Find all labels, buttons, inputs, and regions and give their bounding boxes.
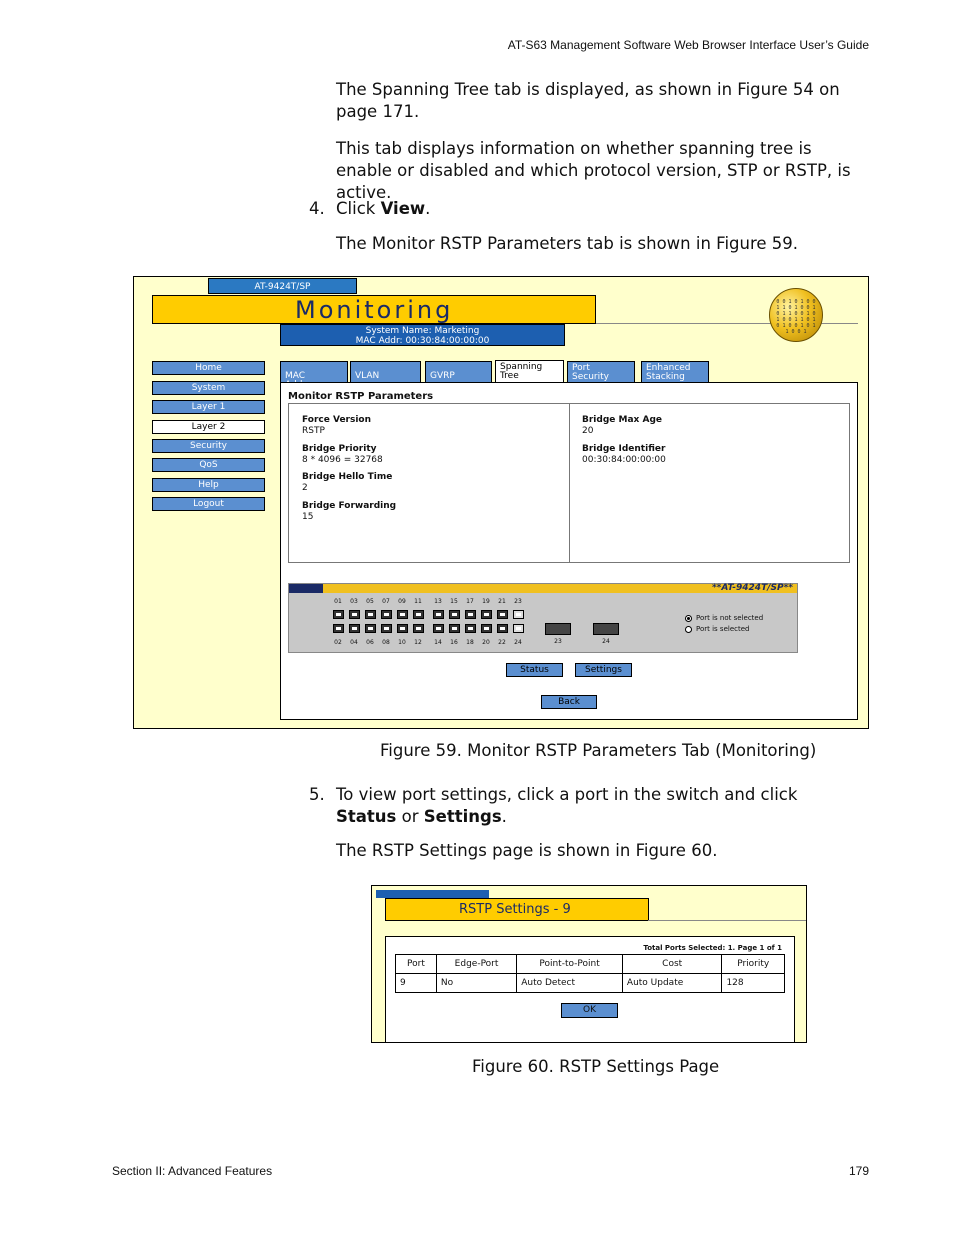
port-number: 01 xyxy=(334,598,342,605)
paragraph-figure59-ref: The Monitor RSTP Parameters tab is shown in Figure 59. xyxy=(336,234,799,253)
port-13-icon[interactable] xyxy=(433,610,444,619)
port-22-icon[interactable] xyxy=(497,624,508,633)
monitoring-title-bar xyxy=(152,295,596,324)
port-number: 21 xyxy=(498,598,506,605)
tab-label: GVRP xyxy=(430,371,455,381)
port-17-icon[interactable] xyxy=(465,610,476,619)
nav-help-button[interactable]: Help xyxy=(152,478,265,492)
port-02-icon[interactable] xyxy=(333,624,344,633)
table-cell: 128 xyxy=(722,974,785,993)
param-label: Bridge Forwarding xyxy=(302,500,397,511)
tab-port-security[interactable] xyxy=(567,361,635,383)
port-04-icon[interactable] xyxy=(349,624,360,633)
paragraph-figure60-ref: The RSTP Settings page is shown in Figure 60. xyxy=(336,841,718,860)
switch-model: **AT-9424T/SP** xyxy=(711,583,793,593)
param-value: 15 xyxy=(302,511,314,522)
port-number: 10 xyxy=(398,639,406,646)
param-value: 00:30:84:00:00:00 xyxy=(582,454,666,465)
model-tab: AT-9424T/SP xyxy=(208,278,357,294)
nav-qos-button[interactable]: QoS xyxy=(152,458,265,472)
rstp-settings-panel xyxy=(385,936,795,1042)
tab-label: Spanning xyxy=(500,362,543,372)
table-cell: 9 xyxy=(396,974,437,993)
title-rule xyxy=(648,920,806,921)
param-value: 8 * 4096 = 32768 xyxy=(302,454,383,465)
port-19-icon[interactable] xyxy=(481,610,492,619)
param-value: RSTP xyxy=(302,426,325,436)
tab-enhanced-stacking[interactable] xyxy=(641,361,709,383)
param-label: Bridge Max Age xyxy=(582,415,662,425)
tab-gvrp[interactable] xyxy=(425,361,492,383)
parameters-box xyxy=(288,403,850,563)
settings-keyword: Settings xyxy=(423,807,502,826)
sfp-port-number: 24 xyxy=(602,638,610,645)
panel-title: Monitor RSTP Parameters xyxy=(288,391,434,402)
tab-label: Security xyxy=(572,372,609,382)
port-21-icon[interactable] xyxy=(497,610,508,619)
table-cell: Auto Update xyxy=(622,974,722,993)
step-number: 4. xyxy=(309,199,325,218)
table-cell: No xyxy=(436,974,516,993)
column-header: Cost xyxy=(622,955,722,974)
port-number: 11 xyxy=(414,598,422,605)
port-07-icon[interactable] xyxy=(381,610,392,619)
figure-60-screenshot xyxy=(371,885,807,1043)
port-number: 17 xyxy=(466,598,474,605)
table-row[interactable] xyxy=(396,974,785,993)
port-number: 18 xyxy=(466,639,474,646)
port-number: 16 xyxy=(450,639,458,646)
rstp-settings-table xyxy=(395,954,785,993)
globe-logo-icon: 0 0 1 0 1 0 0 1 1 0 1 0 0 1 0 1 1 0 0 1 0 1 0 0 1 1 0 1 0 1 0 0 1 0 1 1 0 0 1 xyxy=(769,288,823,342)
column-header: Port xyxy=(396,955,437,974)
port-11-icon[interactable] xyxy=(413,610,424,619)
tab-label: Stacking xyxy=(646,372,685,382)
sfp-port-23-icon[interactable] xyxy=(545,623,571,635)
port-15-icon[interactable] xyxy=(449,610,460,619)
view-keyword: View xyxy=(380,199,426,218)
total-ports-selected: Total Ports Selected: 1. Page 1 of 1 xyxy=(643,944,782,952)
tab-label: MAC xyxy=(285,371,306,381)
port-23-icon[interactable] xyxy=(513,610,524,619)
step-number: 5. xyxy=(309,785,325,804)
tab-label: Port xyxy=(572,363,590,373)
figure-60-caption: Figure 60. RSTP Settings Page xyxy=(472,1057,720,1076)
footer-section: Section II: Advanced Features xyxy=(112,1164,273,1178)
paragraph-tab-info: This tab displays information on whether spanning tree is enable or disabled and which protocol version, STP or RSTP, is active. xyxy=(336,139,851,202)
port-10-icon[interactable] xyxy=(397,624,408,633)
tab-label: Enhanced xyxy=(646,363,691,373)
port-number: 20 xyxy=(482,639,490,646)
monitoring-title: Monitoring xyxy=(295,296,454,324)
param-value: 2 xyxy=(302,483,308,493)
paragraph-spanning-tree: The Spanning Tree tab is displayed, as shown in Figure 54 on page 171. xyxy=(336,80,840,121)
param-value: 20 xyxy=(582,426,594,436)
rstp-panel xyxy=(280,382,858,720)
system-name-box xyxy=(280,324,565,346)
port-18-icon[interactable] xyxy=(465,624,476,633)
port-number: 09 xyxy=(398,598,406,605)
port-05-icon[interactable] xyxy=(365,610,376,619)
sfp-port-number: 23 xyxy=(554,638,562,645)
nav-layer-1-button[interactable]: Layer 1 xyxy=(152,400,265,414)
port-number: 02 xyxy=(334,639,342,646)
port-number: 24 xyxy=(514,639,522,646)
nav-logout-button[interactable]: Logout xyxy=(152,497,265,511)
port-number: 13 xyxy=(434,598,442,605)
port-number: 08 xyxy=(382,639,390,646)
faceplate-header xyxy=(289,584,797,593)
step-4-text: Click View. xyxy=(336,199,431,218)
header-strip xyxy=(376,890,489,898)
nav-security-button[interactable]: Security xyxy=(152,439,265,453)
column-header: Edge-Port xyxy=(436,955,516,974)
table-header-row xyxy=(396,955,785,974)
switch-faceplate xyxy=(288,583,798,653)
mac-address: MAC Addr: 00:30:84:00:00:00 xyxy=(355,336,490,346)
sfp-port-24-icon[interactable] xyxy=(593,623,619,635)
port-number: 04 xyxy=(350,639,358,646)
port-09-icon[interactable] xyxy=(397,610,408,619)
tab-mac-address[interactable] xyxy=(280,361,348,383)
port-16-icon[interactable] xyxy=(449,624,460,633)
column-header: Point-to-Point xyxy=(517,955,623,974)
port-12-icon[interactable] xyxy=(413,624,424,633)
settings-button[interactable]: Settings xyxy=(575,663,632,677)
port-14-icon[interactable] xyxy=(433,624,444,633)
port-08-icon[interactable] xyxy=(381,624,392,633)
figure-59-screenshot xyxy=(133,276,869,729)
vendor-logo-icon xyxy=(289,584,323,593)
port-03-icon[interactable] xyxy=(349,610,360,619)
running-header: AT-S63 Management Software Web Browser Interface User’s Guide xyxy=(507,38,869,52)
param-label: Bridge Identifier xyxy=(582,443,666,454)
port-number: 15 xyxy=(450,598,458,605)
port-06-icon[interactable] xyxy=(365,624,376,633)
port-20-icon[interactable] xyxy=(481,624,492,633)
column-divider xyxy=(569,404,570,562)
ok-button[interactable]: OK xyxy=(561,1003,618,1018)
port-number: 14 xyxy=(434,639,442,646)
port-number: 12 xyxy=(414,639,422,646)
system-name: System Name: Marketing xyxy=(365,326,480,336)
rstp-settings-title: RSTP Settings - 9 xyxy=(385,898,649,921)
port-number: 19 xyxy=(482,598,490,605)
port-number: 06 xyxy=(366,639,374,646)
nav-layer-2-button[interactable]: Layer 2 xyxy=(152,420,265,434)
port-number: 05 xyxy=(366,598,374,605)
param-label: Bridge Hello Time xyxy=(302,472,393,482)
port-number: 23 xyxy=(514,598,522,605)
column-header: Priority xyxy=(722,955,785,974)
tab-label: Tree xyxy=(500,371,519,381)
nav-home-button[interactable]: Home xyxy=(152,361,265,375)
radio-not-selected-icon xyxy=(685,615,692,622)
table-cell: Auto Detect xyxy=(517,974,623,993)
port-number: 07 xyxy=(382,598,390,605)
status-keyword: Status xyxy=(336,807,397,826)
step-5-text: To view port settings, click a port in the switch and click Status or Settings. xyxy=(336,785,798,826)
tab-vlan[interactable] xyxy=(350,361,421,383)
back-button[interactable]: Back xyxy=(541,695,597,709)
page-number: 179 xyxy=(848,1164,869,1178)
port-number: 03 xyxy=(350,598,358,605)
tab-label: VLAN xyxy=(355,371,380,381)
legend-selected: Port is selected xyxy=(696,625,750,633)
legend-not-selected: Port is not selected xyxy=(696,614,764,622)
radio-selected-icon xyxy=(685,626,692,633)
nav-system-button[interactable]: System xyxy=(152,381,265,395)
status-button[interactable]: Status xyxy=(506,663,563,677)
tab-spanning-tree[interactable] xyxy=(495,360,564,383)
port-number: 22 xyxy=(498,639,506,646)
port-01-icon[interactable] xyxy=(333,610,344,619)
port-24-icon[interactable] xyxy=(513,624,524,633)
param-label: Bridge Priority xyxy=(302,443,377,454)
param-label: Force Version xyxy=(302,415,372,425)
figure-59-caption: Figure 59. Monitor RSTP Parameters Tab (Monitoring) xyxy=(380,741,817,760)
